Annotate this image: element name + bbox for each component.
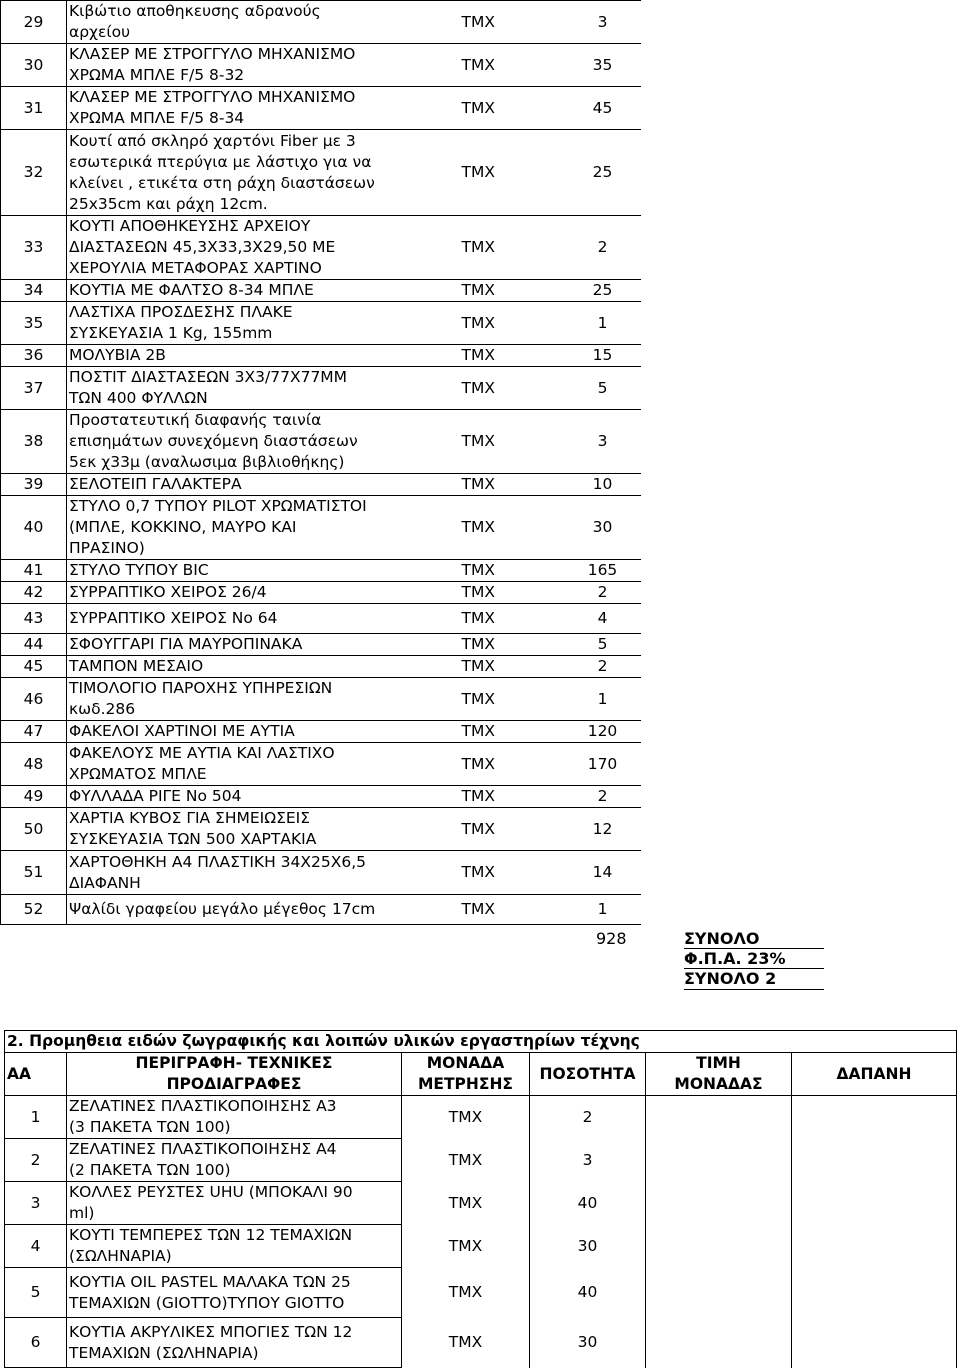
- vat-rule: [684, 948, 824, 949]
- row-description: [67, 895, 462, 925]
- row-description: [67, 1268, 402, 1318]
- row-unit: ΤΜΧ: [462, 721, 567, 743]
- header-unit-line1: ΜΟΝΑΔΑ: [426, 1054, 505, 1072]
- table-row: [5, 1318, 957, 1368]
- row-quantity: 2: [567, 582, 641, 604]
- row-quantity: 15: [567, 345, 641, 367]
- row-number: 1: [5, 1096, 67, 1139]
- row-description: [67, 808, 462, 851]
- row-quantity: 3: [567, 1, 641, 44]
- row-number: 51: [1, 851, 67, 895]
- row-quantity: 40: [530, 1182, 646, 1225]
- description-line: 25x35cm και ράχη 12cm.: [69, 194, 268, 213]
- row-description: [67, 1318, 402, 1368]
- items-table-body: [1, 1, 641, 925]
- table-row: [1, 634, 641, 656]
- description-line: ΖΕΛΑΤΙΝΕΣ ΠΛΑΣΤΙΚΟΠΟΙΗΣΗΣ Α4: [69, 1140, 337, 1158]
- row-unit: ΤΜΧ: [462, 808, 567, 851]
- section2-table-body: [5, 1096, 957, 1368]
- row-unit: ΤΜΧ: [462, 560, 567, 582]
- row-number: 48: [1, 743, 67, 786]
- description-line: ΧΡΩΜΑ ΜΠΛΕ F/5 8-32: [69, 66, 245, 84]
- row-unit: ΤΜΧ: [402, 1318, 530, 1368]
- description-line: ΧΡΩΜΑΤΟΣ ΜΠΛΕ: [69, 765, 207, 783]
- row-number: 47: [1, 721, 67, 743]
- header-description: [67, 1053, 402, 1096]
- table-row: [1, 345, 641, 367]
- row-description: [67, 560, 462, 582]
- row-description: [67, 496, 462, 560]
- row-unit-price: [646, 1182, 792, 1225]
- row-quantity: 14: [567, 851, 641, 895]
- description-line: ΠΡΑΣΙΝΟ): [69, 539, 145, 557]
- description-line: ΧΡΩΜΑ ΜΠΛΕ F/5 8-34: [69, 109, 245, 127]
- row-number: 40: [1, 496, 67, 560]
- description-line: ΣΤΥΛΟ ΤΥΠΟΥ BIC: [69, 561, 209, 579]
- row-unit: ΤΜΧ: [462, 604, 567, 634]
- row-unit: ΤΜΧ: [462, 367, 567, 410]
- row-description: [67, 345, 462, 367]
- total-quantity: 928: [596, 929, 627, 948]
- table-row: [1, 87, 641, 130]
- row-quantity: 30: [530, 1225, 646, 1268]
- header-unit-line2: ΜΕΤΡΗΣΗΣ: [417, 1075, 514, 1093]
- row-unit: ΤΜΧ: [462, 634, 567, 656]
- row-number: 43: [1, 604, 67, 634]
- table-row: [1, 560, 641, 582]
- header-unit-price: [646, 1053, 792, 1096]
- row-description: [67, 634, 462, 656]
- row-unit: ΤΜΧ: [462, 1, 567, 44]
- row-quantity: 35: [567, 44, 641, 87]
- description-line: ΔΙΑΦΑΝΗ: [69, 873, 141, 892]
- row-quantity: 120: [567, 721, 641, 743]
- description-line: ΣΥΣΚΕΥΑΣΙΑ 1 Kg, 155mm: [69, 324, 273, 342]
- row-description: [67, 130, 462, 216]
- description-line: Ψαλίδι γραφείου μεγάλο μέγεθος 17cm: [69, 900, 376, 918]
- table-row: [1, 678, 641, 721]
- row-unit: ΤΜΧ: [462, 582, 567, 604]
- row-unit: ΤΜΧ: [402, 1096, 530, 1139]
- row-number: 3: [5, 1182, 67, 1225]
- description-line: ΤΕΜΑΧΙΩΝ (ΣΩΛΗΝΑΡΙΑ): [69, 1343, 259, 1362]
- row-unit: ΤΜΧ: [462, 87, 567, 130]
- table-row: [1, 302, 641, 345]
- row-description: [67, 721, 462, 743]
- table-row: [5, 1268, 957, 1318]
- row-description: [67, 87, 462, 130]
- row-quantity: 25: [567, 130, 641, 216]
- row-quantity: 12: [567, 808, 641, 851]
- row-number: 32: [1, 130, 67, 216]
- table-row: [1, 216, 641, 280]
- description-line: ΣΥΡΡΑΠΤΙΚΟ ΧΕΙΡΟΣ Νο 64: [69, 609, 278, 627]
- description-line: ΤΕΜΑΧΙΩΝ (GIOTTO)ΤΥΠΟΥ GIOTTO: [69, 1293, 345, 1312]
- row-quantity: 1: [567, 302, 641, 345]
- items-table: [0, 0, 641, 925]
- row-cost: [792, 1096, 957, 1139]
- total2-label: ΣΥΝΟΛΟ 2: [684, 969, 777, 988]
- row-quantity: 5: [567, 367, 641, 410]
- description-line: ΛΑΣΤΙΧΑ ΠΡΟΣΔΕΣΗΣ ΠΛΑΚΕ: [69, 303, 293, 321]
- description-line: ΧΕΡΟΥΛΙΑ ΜΕΤΑΦΟΡΑΣ ΧΑΡΤΙΝΟ: [69, 259, 322, 277]
- row-quantity: 1: [567, 895, 641, 925]
- row-unit: ΤΜΧ: [462, 130, 567, 216]
- row-unit: ΤΜΧ: [462, 216, 567, 280]
- total2-rule: [684, 968, 824, 969]
- description-line: ΦΥΛΛΑΔΑ ΡΙΓΕ Νο 504: [69, 787, 242, 805]
- row-unit-price: [646, 1318, 792, 1368]
- table-row: [1, 604, 641, 634]
- table-row: [5, 1139, 957, 1182]
- row-number: 5: [5, 1268, 67, 1318]
- row-quantity: 170: [567, 743, 641, 786]
- row-quantity: 3: [567, 410, 641, 474]
- row-number: 30: [1, 44, 67, 87]
- table-row: [1, 130, 641, 216]
- description-line: ΖΕΛΑΤΙΝΕΣ ΠΛΑΣΤΙΚΟΠΟΙΗΣΗΣ Α3: [69, 1097, 337, 1115]
- row-number: 29: [1, 1, 67, 44]
- row-quantity: 5: [567, 634, 641, 656]
- row-description: [67, 44, 462, 87]
- row-quantity: 3: [530, 1139, 646, 1182]
- description-line: ΚΛΑΣΕΡ ΜΕ ΣΤΡΟΓΓΥΛΟ ΜΗΧΑΝΙΣΜΟ: [69, 88, 356, 106]
- header-unit-price-line2: ΜΟΝΑΔΑΣ: [674, 1075, 763, 1093]
- row-description: [67, 1, 462, 44]
- description-line: ΚΟΥΤΙΑ ΜΕ ΦΑΛΤΣΟ 8-34 ΜΠΛΕ: [69, 281, 314, 299]
- section2-title: 2. Προμηθεια ειδών ζωγραφικής και λοιπών υλικών εργαστηρίων τέχνης: [5, 1031, 957, 1053]
- row-unit-price: [646, 1268, 792, 1318]
- row-cost: [792, 1318, 957, 1368]
- row-unit: ΤΜΧ: [462, 895, 567, 925]
- table-row: [1, 280, 641, 302]
- row-description: [67, 280, 462, 302]
- row-number: 45: [1, 656, 67, 678]
- row-description: [67, 604, 462, 634]
- row-quantity: 4: [567, 604, 641, 634]
- description-line: ΦΑΚΕΛΟΙ ΧΑΡΤΙΝΟΙ ΜΕ ΑΥΤΙΑ: [69, 722, 295, 740]
- description-line: κλείνει , ετικέτα στη ράχη διαστάσεων: [69, 173, 375, 192]
- description-line: ΧΑΡΤΙΑ ΚΥΒΟΣ ΓΙΑ ΣΗΜΕΙΩΣΕΙΣ: [69, 809, 311, 827]
- table-row: [1, 851, 641, 895]
- header-quantity: ΠΟΣΟΤΗΤΑ: [530, 1053, 646, 1096]
- row-number: 35: [1, 302, 67, 345]
- row-number: 50: [1, 808, 67, 851]
- description-line: ΚΛΑΣΕΡ ΜΕ ΣΤΡΟΓΓΥΛΟ ΜΗΧΑΝΙΣΜΟ: [69, 45, 356, 63]
- row-description: [67, 474, 462, 496]
- row-description: [67, 743, 462, 786]
- row-cost: [792, 1268, 957, 1318]
- row-unit: ΤΜΧ: [462, 302, 567, 345]
- header-unit: [402, 1053, 530, 1096]
- header-unit-price-line1: ΤΙΜΗ: [696, 1054, 741, 1072]
- row-description: [67, 410, 462, 474]
- row-number: 42: [1, 582, 67, 604]
- row-unit: ΤΜΧ: [462, 280, 567, 302]
- row-unit: ΤΜΧ: [402, 1268, 530, 1318]
- row-unit: ΤΜΧ: [402, 1182, 530, 1225]
- row-quantity: 165: [567, 560, 641, 582]
- row-cost: [792, 1225, 957, 1268]
- description-line: ΤΙΜΟΛΟΓΙΟ ΠΑΡΟΧΗΣ ΥΠΗΡΕΣΙΩΝ: [69, 679, 333, 697]
- table-row: [1, 1, 641, 44]
- table-row: [5, 1182, 957, 1225]
- row-number: 38: [1, 410, 67, 474]
- row-number: 46: [1, 678, 67, 721]
- table-row: [1, 743, 641, 786]
- row-unit: ΤΜΧ: [462, 474, 567, 496]
- table-row: [1, 808, 641, 851]
- row-quantity: 2: [530, 1096, 646, 1139]
- table-row: [1, 656, 641, 678]
- description-line: (3 ΠΑΚΕΤΑ ΤΩΝ 100): [69, 1118, 231, 1136]
- description-line: ΚΟΛΛΕΣ ΡΕΥΣΤΕΣ UHU (ΜΠΟΚΑΛΙ 90: [69, 1183, 353, 1201]
- row-number: 41: [1, 560, 67, 582]
- row-description: [67, 678, 462, 721]
- description-line: Κουτί από σκληρό χαρτόνι Fiber με 3: [69, 131, 356, 150]
- row-number: 6: [5, 1318, 67, 1368]
- description-line: ΚΟΥΤΙ ΑΠΟΘΗΚΕΥΣΗΣ ΑΡΧΕΙΟΥ: [69, 217, 311, 235]
- row-description: [67, 582, 462, 604]
- description-line: 5εκ χ33μ (αναλωσιμα βιβλιοθήκης): [69, 453, 345, 471]
- row-quantity: 45: [567, 87, 641, 130]
- row-description: [67, 1182, 402, 1225]
- row-description: [67, 216, 462, 280]
- description-line: ΣΕΛΟΤΕΙΠ ΓΑΛΑΚΤΕΡΑ: [69, 475, 242, 493]
- row-quantity: 2: [567, 216, 641, 280]
- description-line: ΜΟΛΥΒΙΑ 2Β: [69, 346, 166, 364]
- row-number: 34: [1, 280, 67, 302]
- row-unit: ΤΜΧ: [462, 410, 567, 474]
- description-line: (ΜΠΛΕ, ΚΟΚΚΙΝΟ, ΜΑΥΡΟ ΚΑΙ: [69, 518, 297, 536]
- row-quantity: 10: [567, 474, 641, 496]
- row-cost: [792, 1182, 957, 1225]
- row-number: 4: [5, 1225, 67, 1268]
- row-number: 39: [1, 474, 67, 496]
- row-unit-price: [646, 1139, 792, 1182]
- row-unit-price: [646, 1096, 792, 1139]
- row-description: [67, 1225, 402, 1268]
- row-quantity: 2: [567, 786, 641, 808]
- row-quantity: 40: [530, 1268, 646, 1318]
- row-unit-price: [646, 1225, 792, 1268]
- row-quantity: 2: [567, 656, 641, 678]
- description-line: ΠΟΣΤΙΤ ΔΙΑΣΤΑΣΕΩΝ 3Χ3/77Χ77ΜΜ: [69, 368, 348, 386]
- row-description: [67, 367, 462, 410]
- description-line: ΣΥΣΚΕΥΑΣΙΑ ΤΩΝ 500 ΧΑΡΤΑΚΙΑ: [69, 830, 317, 848]
- row-description: [67, 786, 462, 808]
- row-quantity: 30: [530, 1318, 646, 1368]
- row-description: [67, 851, 462, 895]
- description-line: αρχείου: [69, 23, 131, 41]
- description-line: ΦΑΚΕΛΟΥΣ ΜΕ ΑΥΤΙΑ ΚΑΙ ΛΑΣΤΙΧΟ: [69, 744, 335, 762]
- description-line: ΣΥΡΡΑΠΤΙΚΟ ΧΕΙΡΟΣ 26/4: [69, 583, 267, 601]
- description-line: ΔΙΑΣΤΑΣΕΩΝ 45,3Χ33,3Χ29,50 ΜΕ: [69, 238, 336, 256]
- row-unit: ΤΜΧ: [462, 44, 567, 87]
- row-number: 44: [1, 634, 67, 656]
- row-number: 37: [1, 367, 67, 410]
- row-unit: ΤΜΧ: [402, 1225, 530, 1268]
- description-line: ΧΑΡΤΟΘΗΚΗ Α4 ΠΛΑΣΤΙΚΗ 34Χ25Χ6,5: [69, 852, 367, 871]
- row-unit: ΤΜΧ: [462, 743, 567, 786]
- header-aa: ΑΑ: [5, 1053, 67, 1096]
- row-unit: ΤΜΧ: [462, 345, 567, 367]
- description-line: Προστατευτική διαφανής ταινία: [69, 411, 322, 429]
- total-label: ΣΥΝΟΛΟ: [684, 929, 760, 948]
- row-description: [67, 302, 462, 345]
- total2-bottom-rule: [684, 989, 824, 990]
- table-row: [1, 410, 641, 474]
- row-number: 31: [1, 87, 67, 130]
- description-line: ΚΟΥΤΙΑ ΑΚΡΥΛΙΚΕΣ ΜΠΟΓΙΕΣ ΤΩΝ 12: [69, 1322, 353, 1341]
- section2-table: [4, 1030, 957, 1368]
- description-line: ΣΦΟΥΓΓΑΡΙ ΓΙΑ ΜΑΥΡΟΠΙΝΑΚΑ: [69, 635, 303, 653]
- row-unit: ΤΜΧ: [462, 496, 567, 560]
- row-unit: ΤΜΧ: [462, 656, 567, 678]
- description-line: επισημάτων συνεχόμενη διαστάσεων: [69, 432, 358, 450]
- table-row: [1, 786, 641, 808]
- description-line: ml): [69, 1204, 95, 1222]
- description-line: εσωτερικά πτερύγια με λάστιχο για να: [69, 152, 372, 171]
- row-quantity: 25: [567, 280, 641, 302]
- row-cost: [792, 1139, 957, 1182]
- row-unit: ΤΜΧ: [462, 851, 567, 895]
- table-row: [1, 895, 641, 925]
- description-line: ΚΟΥΤΙ ΤΕΜΠΕΡΕΣ ΤΩΝ 12 ΤΕΜΑΧΙΩΝ: [69, 1226, 353, 1244]
- header-description-line1: ΠΕΡΙΓΡΑΦΗ- ΤΕΧΝΙΚΕΣ: [135, 1054, 333, 1072]
- table-row: [1, 367, 641, 410]
- description-line: ΣΤΥΛΟ 0,7 ΤΥΠΟΥ PILOT ΧΡΩΜΑΤΙΣΤΟΙ: [69, 497, 367, 515]
- description-line: Κιβώτιο αποθηκευσης αδρανούς: [69, 2, 321, 20]
- row-description: [67, 1139, 402, 1182]
- row-number: 36: [1, 345, 67, 367]
- description-line: ΤΩΝ 400 ΦΥΛΛΩΝ: [69, 389, 208, 407]
- header-cost: ΔΑΠΑΝΗ: [792, 1053, 957, 1096]
- table-row: [1, 44, 641, 87]
- row-number: 33: [1, 216, 67, 280]
- row-quantity: 30: [567, 496, 641, 560]
- description-line: ΤΑΜΠΟΝ ΜΕΣΑΙΟ: [69, 657, 204, 675]
- row-unit: ΤΜΧ: [402, 1139, 530, 1182]
- table-row: [1, 721, 641, 743]
- description-line: ΚΟΥΤΙΑ OIL PASTEL ΜΑΛΑΚΑ ΤΩΝ 25: [69, 1272, 351, 1291]
- row-number: 2: [5, 1139, 67, 1182]
- description-line: (ΣΩΛΗΝΑΡΙΑ): [69, 1247, 172, 1265]
- table-row: [1, 474, 641, 496]
- row-description: [67, 1096, 402, 1139]
- row-number: 49: [1, 786, 67, 808]
- vat-label: Φ.Π.Α. 23%: [684, 949, 786, 968]
- table-row: [5, 1096, 957, 1139]
- row-description: [67, 656, 462, 678]
- section2-header-row: [5, 1053, 957, 1096]
- table-row: [1, 582, 641, 604]
- table-row: [1, 496, 641, 560]
- table-row: [5, 1225, 957, 1268]
- row-unit: ΤΜΧ: [462, 786, 567, 808]
- description-line: (2 ΠΑΚΕΤΑ ΤΩΝ 100): [69, 1161, 231, 1179]
- row-number: 52: [1, 895, 67, 925]
- row-unit: ΤΜΧ: [462, 678, 567, 721]
- header-description-line2: ΠΡΟΔΙΑΓΡΑΦΕΣ: [166, 1075, 302, 1093]
- description-line: κωδ.286: [69, 700, 136, 718]
- row-quantity: 1: [567, 678, 641, 721]
